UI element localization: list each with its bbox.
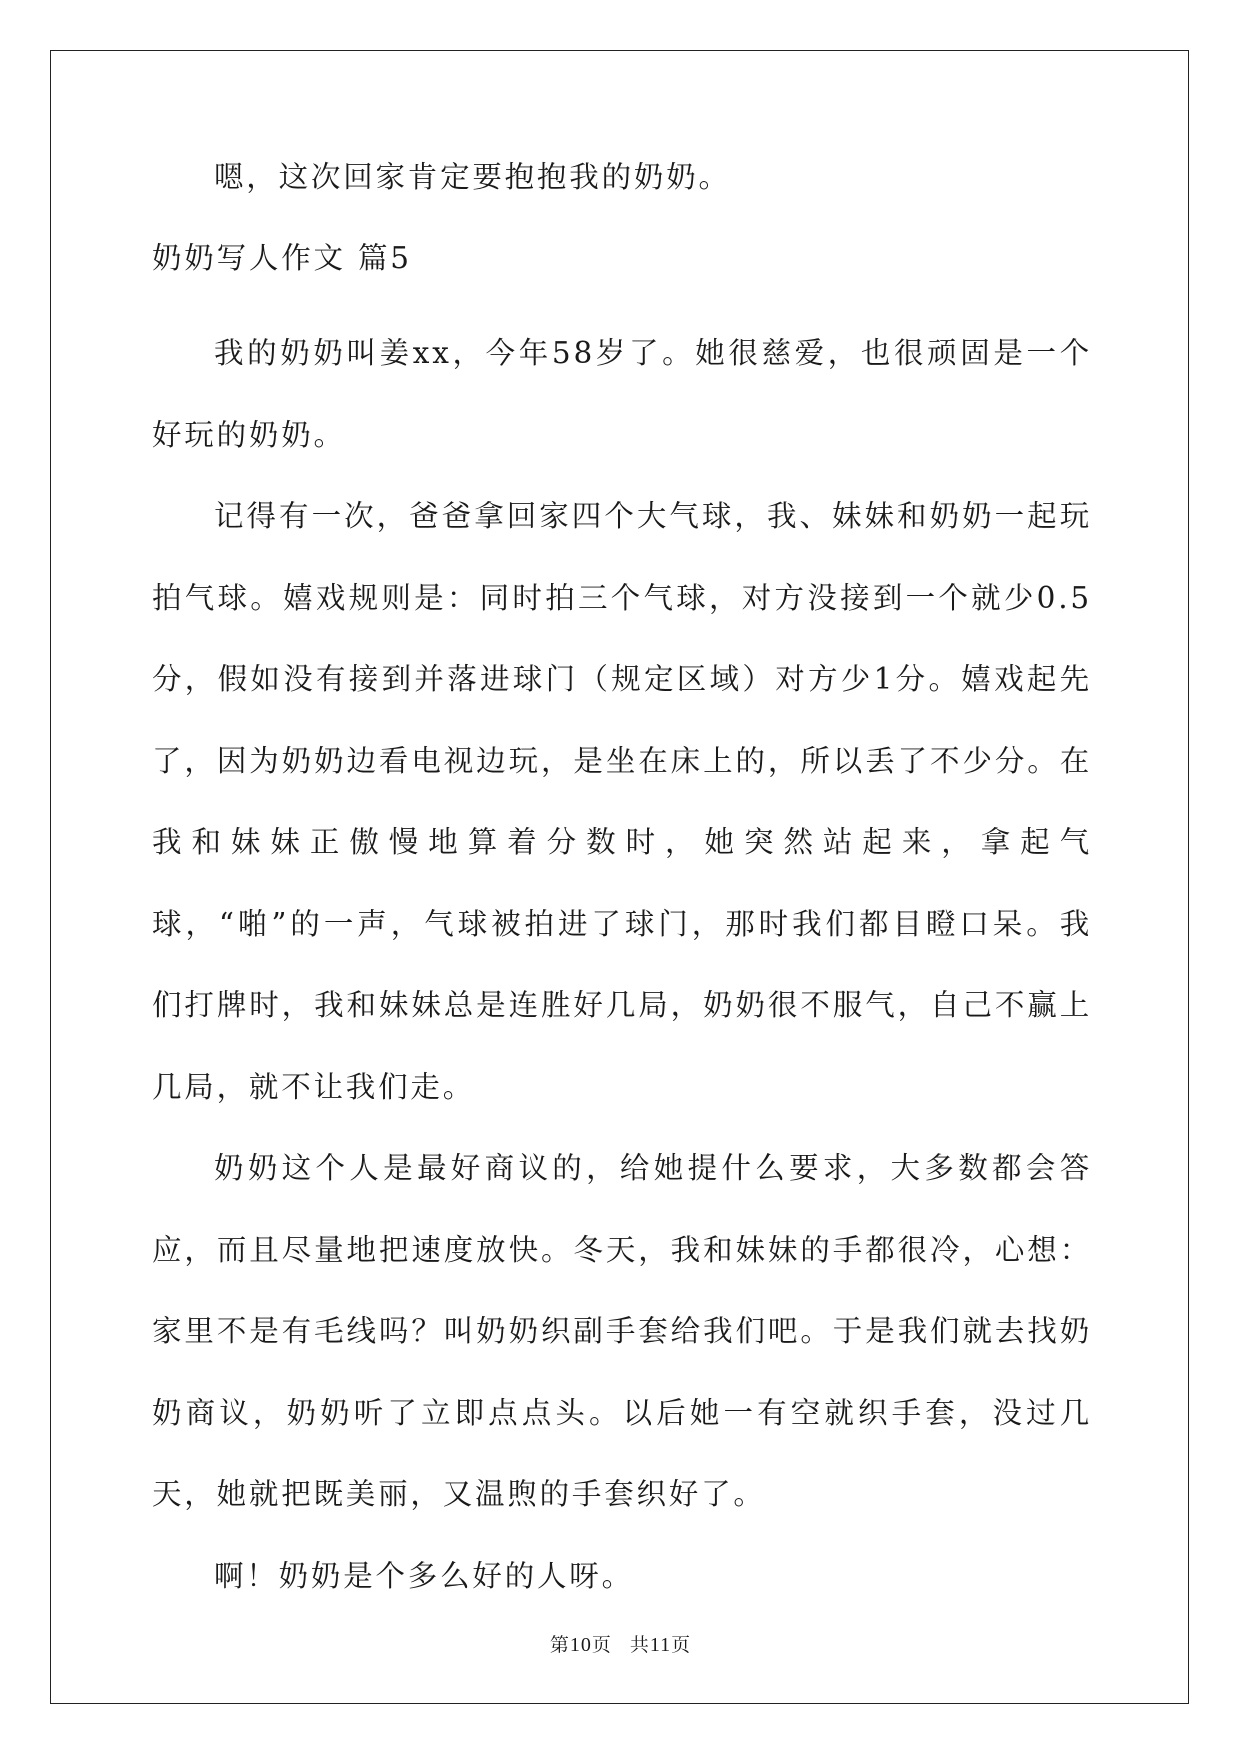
total-prefix: 共 [629, 1634, 650, 1656]
paragraph-conclusion: 啊！奶奶是个多么好的人呀。 [214, 1558, 634, 1593]
page-suffix: 页 [591, 1634, 612, 1656]
section-heading: 奶奶写人作文 篇5 [152, 241, 412, 275]
total-suffix: 页 [671, 1634, 692, 1656]
closing-paragraph-previous: 嗯，这次回家肯定要抱抱我的奶奶。 [214, 160, 731, 194]
paragraph-intro: 我的奶奶叫姜xx，今年58岁了。她很慈爱，也很顽固是一个好玩的奶奶。 [152, 336, 1092, 452]
page-total: 11 [649, 1634, 672, 1656]
paragraph-gloves: 奶奶这个人是最好商议的，给她提什么要求，大多数都会答应，而且尽量地把速度放快。冬天，我和妹妹的手都很冷，心想：家里不是有毛线吗？叫奶奶织副手套给我们吧。于是我们就去找奶奶商议，奶奶听了立即点点头。以后她一有空就织手套，没过几天，她就把既美丽，又温煦的手套织好了。 [152, 1151, 1092, 1511]
page-prefix: 第 [549, 1634, 570, 1656]
paragraph-balloon-game: 记得有一次，爸爸拿回家四个大气球，我、妹妹和奶奶一起玩拍气球。嬉戏规则是：同时拍三个气球，对方没接到一个就少0.5分，假如没有接到并落进球门（规定区域）对方少1分。嬉戏起先了，因为奶奶边看电视边玩，是坐在床上的，所以丢了不少分。在我和妹妹正傲慢地算着分数时，她突然站起来，拿起气球，“啪”的一声，气球被拍进了球门，那时我们都目瞪口呆。我们打牌时，我和妹妹总是连胜好几局，奶奶很不服气，自己不赢上几局，就不让我们走。 [152, 499, 1092, 1104]
document-body [152, 158, 1092, 1617]
page-footer [0, 1630, 1241, 1657]
page-current: 10 [569, 1634, 592, 1656]
